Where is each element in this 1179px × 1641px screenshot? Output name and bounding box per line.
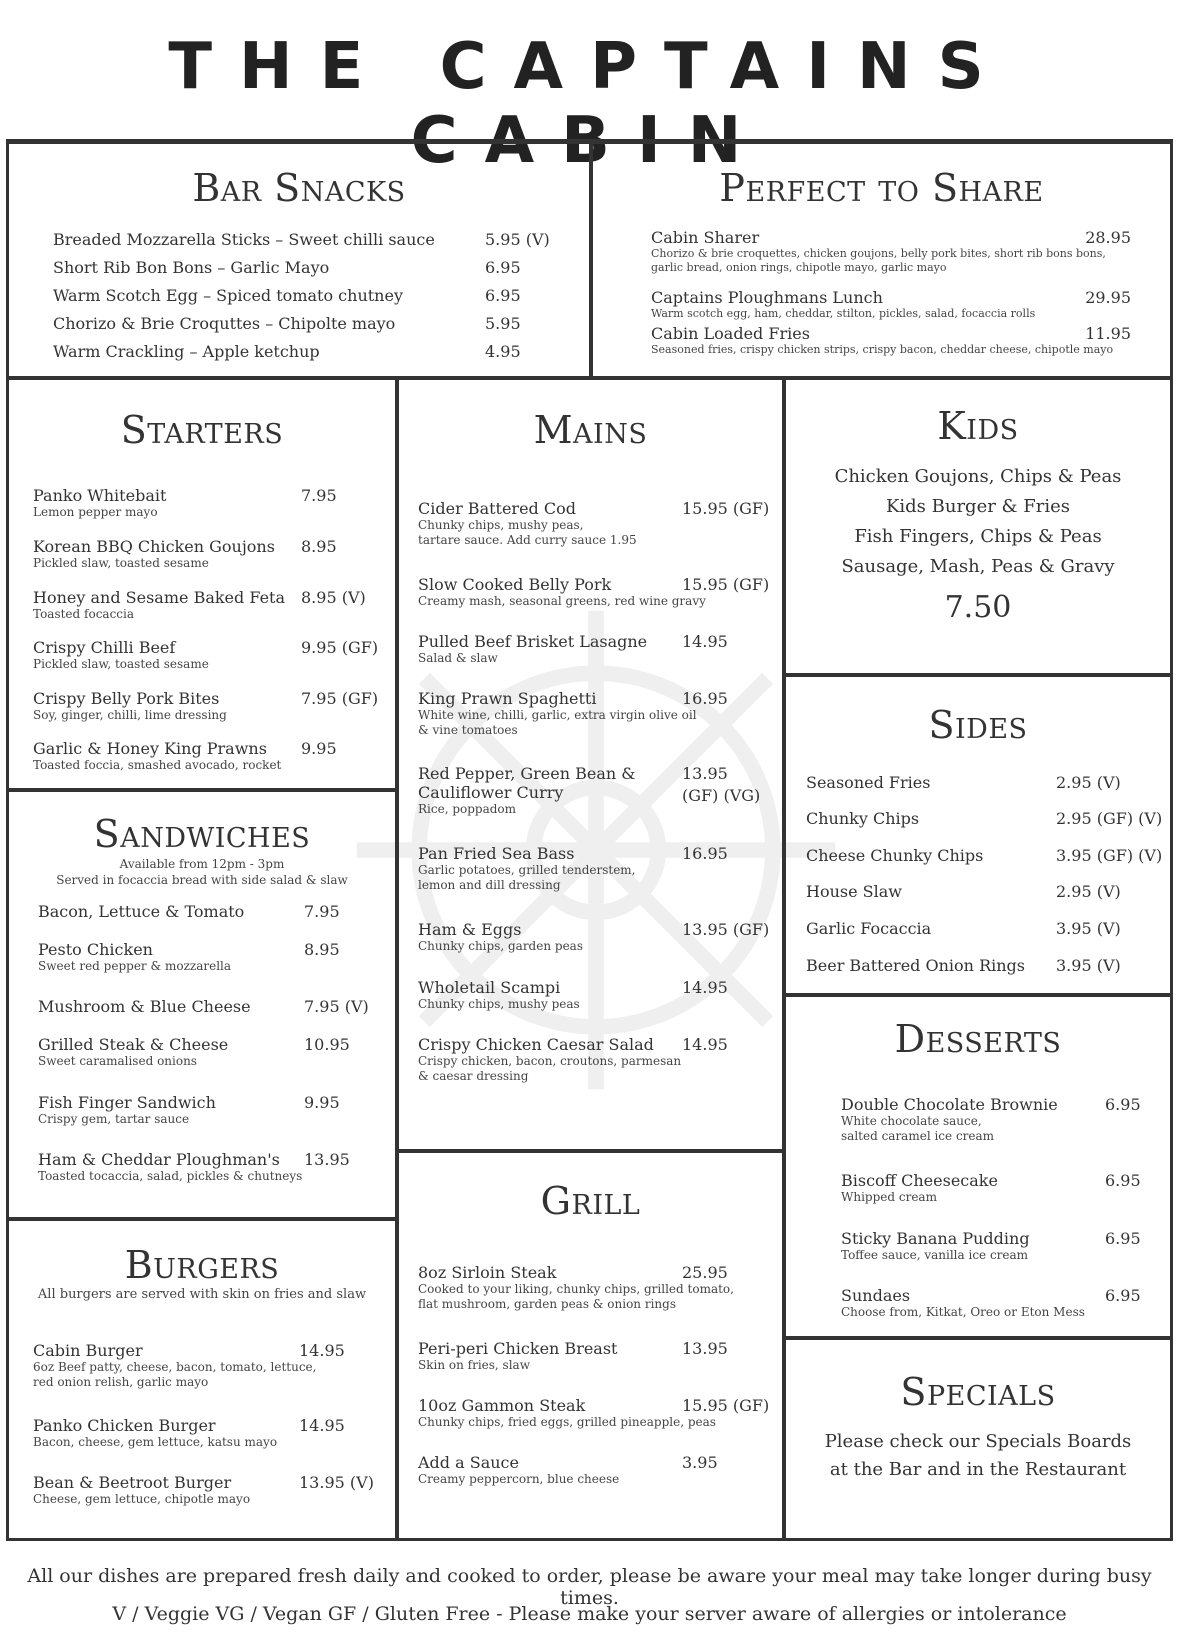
menu-item bbox=[53, 342, 533, 361]
item-description: 6oz Beef patty, cheese, bacon, tomato, lettuce, bbox=[33, 1360, 317, 1374]
item-description: Toasted tocaccia, salad, pickles & chutneys bbox=[38, 1169, 303, 1183]
kids-section bbox=[786, 380, 1170, 673]
item-price: 6.95 bbox=[1105, 1095, 1141, 1114]
section-title: Perfect to Share bbox=[719, 166, 1044, 210]
item-price: 13.95 (GF) bbox=[682, 920, 770, 939]
item-price: 4.95 bbox=[485, 342, 521, 361]
item-description: & vine tomatoes bbox=[418, 723, 518, 737]
specials-line: Please check our Specials Boards bbox=[824, 1431, 1132, 1452]
menu-item bbox=[651, 228, 1131, 275]
perfect-to-share-section bbox=[593, 144, 1170, 376]
item-name: Garlic & Honey King Prawns bbox=[33, 739, 267, 758]
item-name: Honey and Sesame Baked Feta bbox=[33, 588, 286, 607]
specials-line: at the Bar and in the Restaurant bbox=[829, 1459, 1127, 1480]
item-name: Sundaes bbox=[841, 1286, 911, 1305]
item-name: Panko Whitebait bbox=[33, 486, 167, 505]
item-description: Pickled slaw, toasted sesame bbox=[33, 657, 209, 671]
item-name: Crispy Chilli Beef bbox=[33, 638, 176, 657]
item-description: Chunky chips, mushy peas bbox=[418, 997, 580, 1011]
mains-section bbox=[399, 380, 782, 1149]
menu-item bbox=[33, 1416, 388, 1450]
menu-item bbox=[53, 230, 550, 249]
item-name: Panko Chicken Burger bbox=[33, 1416, 216, 1435]
section-title: Grill bbox=[540, 1179, 641, 1223]
menu-item bbox=[418, 1035, 773, 1084]
item-description: Chunky chips, fried eggs, grilled pineapple, peas bbox=[418, 1415, 716, 1429]
menu-item bbox=[841, 1286, 1161, 1320]
section-title: Mains bbox=[533, 408, 648, 452]
item-name: Breaded Mozzarella Sticks – Sweet chilli sauce bbox=[53, 230, 435, 249]
item-name: Bean & Beetroot Burger bbox=[33, 1473, 232, 1492]
item-price: 6.95 bbox=[1105, 1229, 1141, 1248]
item-name: Red Pepper, Green Bean & bbox=[418, 764, 636, 783]
item-price: 14.95 bbox=[682, 632, 728, 651]
menu-item bbox=[53, 258, 533, 277]
section-title: Sandwiches bbox=[93, 812, 311, 856]
menu-item bbox=[418, 920, 773, 954]
sides-section bbox=[786, 677, 1170, 993]
menu-page bbox=[6, 0, 1173, 1641]
burgers-serving-note: All burgers are served with skin on fries and slaw bbox=[37, 1287, 367, 1302]
item-price: 9.95 (GF) bbox=[301, 638, 379, 657]
item-name: Crispy Chicken Caesar Salad bbox=[418, 1035, 654, 1054]
menu-item bbox=[33, 739, 383, 773]
item-price: 14.95 bbox=[682, 1035, 728, 1054]
item-name: Pesto Chicken bbox=[38, 940, 153, 959]
item-name: Biscoff Cheesecake bbox=[841, 1171, 998, 1190]
item-description: Chunky chips, garden peas bbox=[418, 939, 583, 953]
item-price: 13.95 bbox=[682, 764, 728, 783]
menu-item bbox=[38, 997, 388, 1016]
menu-item bbox=[651, 288, 1131, 321]
item-price: 8.95 bbox=[301, 537, 337, 556]
item-name: Warm Crackling – Apple ketchup bbox=[53, 342, 320, 361]
item-price: 16.95 bbox=[682, 844, 728, 863]
item-name: King Prawn Spaghetti bbox=[418, 689, 597, 708]
restaurant-title: THE CAPTAINS bbox=[168, 30, 1011, 104]
item-price: 16.95 bbox=[682, 689, 728, 708]
item-price: 14.95 bbox=[299, 1416, 345, 1435]
item-description: tartare sauce. Add curry sauce 1.95 bbox=[418, 533, 637, 547]
menu-item bbox=[418, 1339, 773, 1373]
divider bbox=[6, 1538, 1173, 1541]
item-price: 5.95 bbox=[485, 314, 521, 333]
menu-item bbox=[418, 1263, 773, 1312]
item-description: Toasted foccia, smashed avocado, rocket bbox=[33, 758, 282, 772]
item-dietary: (GF) (VG) bbox=[682, 786, 761, 805]
section-title: Bar Snacks bbox=[192, 166, 406, 210]
menu-item bbox=[33, 1473, 388, 1507]
menu-item bbox=[806, 919, 1166, 938]
item-description: Lemon pepper mayo bbox=[33, 505, 158, 519]
item-price: 3.95 (V) bbox=[1056, 956, 1121, 975]
item-price: 8.95 bbox=[304, 940, 340, 959]
item-name: Crispy Belly Pork Bites bbox=[33, 689, 220, 708]
kids-item: Sausage, Mash, Peas & Gravy bbox=[841, 556, 1115, 577]
item-name: Cabin Burger bbox=[33, 1341, 143, 1360]
item-price: 7.95 bbox=[304, 902, 340, 921]
item-price: 6.95 bbox=[1105, 1286, 1141, 1305]
item-description: Sweet caramalised onions bbox=[38, 1054, 197, 1068]
item-price: 15.95 (GF) bbox=[682, 499, 770, 518]
item-price: 25.95 bbox=[682, 1263, 728, 1282]
menu-item bbox=[806, 846, 1166, 865]
specials-note bbox=[786, 1428, 1170, 1484]
item-description: Choose from, Kitkat, Oreo or Eton Mess bbox=[841, 1305, 1085, 1319]
item-name: Korean BBQ Chicken Goujons bbox=[33, 537, 275, 556]
item-description: Chunky chips, mushy peas, bbox=[418, 518, 584, 532]
item-price: 8.95 (V) bbox=[301, 588, 366, 607]
menu-item bbox=[806, 882, 1166, 901]
menu-item bbox=[38, 1150, 388, 1184]
menu-item bbox=[806, 956, 1166, 975]
item-name: Sticky Banana Pudding bbox=[841, 1229, 1030, 1248]
item-price: 13.95 bbox=[304, 1150, 350, 1169]
item-description: White wine, chilli, garlic, extra virgin olive oil bbox=[418, 708, 697, 722]
item-description: red onion relish, garlic mayo bbox=[33, 1375, 209, 1389]
item-price: 9.95 bbox=[304, 1093, 340, 1112]
menu-item bbox=[418, 1453, 773, 1487]
item-description: Toasted focaccia bbox=[33, 607, 135, 621]
item-price: 28.95 bbox=[1085, 228, 1131, 247]
menu-item bbox=[38, 940, 388, 974]
item-price: 7.95 (V) bbox=[304, 997, 369, 1016]
menu-item bbox=[418, 764, 773, 817]
item-description: Pickled slaw, toasted sesame bbox=[33, 556, 209, 570]
item-price: 3.95 (V) bbox=[1056, 919, 1121, 938]
starters-section bbox=[9, 380, 395, 788]
sandwiches-serving-note: Served in focaccia bread with side salad & slaw bbox=[56, 873, 348, 887]
item-price: 13.95 bbox=[682, 1339, 728, 1358]
item-name: Cheese Chunky Chips bbox=[806, 846, 984, 865]
menu-item bbox=[33, 486, 383, 520]
item-name: Pulled Beef Brisket Lasagne bbox=[418, 632, 648, 651]
item-price: 15.95 (GF) bbox=[682, 575, 770, 594]
item-name: Bacon, Lettuce & Tomato bbox=[38, 902, 245, 921]
item-name: House Slaw bbox=[806, 882, 902, 901]
item-name: Wholetail Scampi bbox=[418, 978, 561, 997]
section-title: Burgers bbox=[124, 1243, 280, 1287]
item-name: Ham & Eggs bbox=[418, 920, 522, 939]
menu-item bbox=[33, 1341, 388, 1390]
item-description: lemon and dill dressing bbox=[418, 878, 561, 892]
item-description: Warm scotch egg, ham, cheddar, stilton, pickles, salad, focaccia rolls bbox=[651, 307, 1036, 320]
item-price: 6.95 bbox=[1105, 1171, 1141, 1190]
sandwiches-availability-note: Available from 12pm - 3pm bbox=[119, 857, 285, 871]
menu-item bbox=[806, 809, 1166, 828]
bar-snacks-section bbox=[9, 144, 589, 376]
item-description: White chocolate sauce, bbox=[841, 1114, 982, 1128]
item-price: 2.95 (GF) (V) bbox=[1056, 809, 1163, 828]
item-price: 2.95 (V) bbox=[1056, 773, 1121, 792]
item-name: Beer Battered Onion Rings bbox=[806, 956, 1025, 975]
item-price: 6.95 bbox=[485, 258, 521, 277]
item-description: Chorizo & brie croquettes, chicken goujons, belly pork bites, short rib bons bons, bbox=[651, 247, 1106, 260]
item-description: Soy, ginger, chilli, lime dressing bbox=[33, 708, 227, 722]
item-description: Garlic potatoes, grilled tenderstem, bbox=[418, 863, 636, 877]
item-price: 9.95 bbox=[301, 739, 337, 758]
footer-dietary-key: V / Veggie VG / Vegan GF / Gluten Free - Please make your server aware of allergies or intolerance bbox=[112, 1603, 1067, 1625]
item-name: Ham & Cheddar Ploughman's bbox=[38, 1150, 280, 1169]
item-name: Add a Sauce bbox=[418, 1453, 519, 1472]
item-name: Slow Cooked Belly Pork bbox=[418, 575, 612, 594]
item-price: 11.95 bbox=[1085, 324, 1131, 343]
item-name: Short Rib Bon Bons – Garlic Mayo bbox=[53, 258, 330, 277]
menu-item bbox=[33, 689, 383, 723]
desserts-section bbox=[786, 997, 1170, 1336]
section-title: Sides bbox=[928, 703, 1028, 747]
item-price: 3.95 (GF) (V) bbox=[1056, 846, 1163, 865]
burgers-section bbox=[9, 1221, 395, 1538]
item-name: Peri-peri Chicken Breast bbox=[418, 1339, 618, 1358]
item-price: 10.95 bbox=[304, 1035, 350, 1054]
menu-item bbox=[841, 1171, 1161, 1205]
item-name: 10oz Gammon Steak bbox=[418, 1396, 586, 1415]
menu-item bbox=[418, 632, 773, 666]
menu-item bbox=[841, 1229, 1161, 1263]
menu-item bbox=[418, 1396, 773, 1430]
item-description: Rice, poppadom bbox=[418, 802, 517, 816]
item-description: Crispy gem, tartar sauce bbox=[38, 1112, 190, 1126]
menu-item bbox=[418, 499, 773, 548]
kids-item: Kids Burger & Fries bbox=[885, 496, 1071, 517]
item-name: Seasoned Fries bbox=[806, 773, 931, 792]
item-name: Warm Scotch Egg – Spiced tomato chutney bbox=[53, 286, 403, 305]
item-description: & caesar dressing bbox=[418, 1069, 529, 1083]
item-name: Cabin Loaded Fries bbox=[651, 324, 810, 343]
item-name: 8oz Sirloin Steak bbox=[418, 1263, 557, 1282]
item-description: Cooked to your liking, chunky chips, grilled tomato, bbox=[418, 1282, 734, 1296]
menu-item bbox=[418, 978, 773, 1012]
item-description: Creamy peppercorn, blue cheese bbox=[418, 1472, 620, 1486]
item-name: Chorizo & Brie Croquttes – Chipolte mayo bbox=[53, 314, 396, 333]
item-name: Fish Finger Sandwich bbox=[38, 1093, 216, 1112]
item-description: Bacon, cheese, gem lettuce, katsu mayo bbox=[33, 1435, 278, 1449]
item-name: Pan Fried Sea Bass bbox=[418, 844, 575, 863]
menu-item bbox=[33, 537, 383, 571]
footer-freshness-note: All our dishes are prepared fresh daily and cooked to order, please be aware your meal may take longer during busy times. bbox=[27, 1565, 1152, 1609]
item-description: Sweet red pepper & mozzarella bbox=[38, 959, 232, 973]
item-description: Seasoned fries, crispy chicken strips, crispy bacon, cheddar cheese, chipotle mayo bbox=[651, 343, 1114, 356]
item-name: Mushroom & Blue Cheese bbox=[38, 997, 251, 1016]
menu-item bbox=[418, 689, 773, 738]
menu-item bbox=[418, 575, 773, 609]
section-title: Kids bbox=[937, 404, 1019, 448]
item-price: 6.95 bbox=[485, 286, 521, 305]
sandwiches-section bbox=[9, 792, 395, 1217]
menu-item bbox=[53, 286, 533, 305]
item-description: Skin on fries, slaw bbox=[418, 1358, 530, 1372]
item-price: 3.95 bbox=[682, 1453, 718, 1472]
kids-item: Fish Fingers, Chips & Peas bbox=[854, 526, 1102, 547]
specials-section bbox=[786, 1340, 1170, 1538]
item-price: 5.95 (V) bbox=[485, 230, 550, 249]
item-name: Cabin Sharer bbox=[651, 228, 760, 247]
kids-item: Chicken Goujons, Chips & Peas bbox=[834, 466, 1122, 487]
menu-item bbox=[651, 324, 1131, 357]
item-price: 7.95 bbox=[301, 486, 337, 505]
menu-item bbox=[806, 773, 1166, 792]
section-title: Starters bbox=[120, 408, 284, 452]
section-title: Specials bbox=[900, 1370, 1056, 1414]
item-name: Cider Battered Cod bbox=[418, 499, 576, 518]
kids-price: 7.50 bbox=[944, 590, 1012, 625]
item-price: 14.95 bbox=[299, 1341, 345, 1360]
item-description: Whipped cream bbox=[841, 1190, 937, 1204]
menu-item bbox=[33, 588, 383, 622]
menu-item bbox=[38, 1093, 388, 1127]
item-price: 14.95 bbox=[682, 978, 728, 997]
item-name: Garlic Focaccia bbox=[806, 919, 932, 938]
item-description: Crispy chicken, bacon, croutons, parmesan bbox=[418, 1054, 682, 1068]
section-title: Desserts bbox=[894, 1017, 1062, 1061]
item-description: flat mushroom, garden peas & onion rings bbox=[418, 1297, 676, 1311]
item-description: Creamy mash, seasonal greens, red wine gravy bbox=[418, 594, 706, 608]
item-name: Chunky Chips bbox=[806, 809, 920, 828]
item-price: 29.95 bbox=[1085, 288, 1131, 307]
item-price: 15.95 (GF) bbox=[682, 1396, 770, 1415]
grill-section bbox=[399, 1153, 782, 1538]
menu-item bbox=[33, 638, 383, 672]
item-description: Toffee sauce, vanilla ice cream bbox=[841, 1248, 1029, 1262]
item-price: 2.95 (V) bbox=[1056, 882, 1121, 901]
menu-item bbox=[418, 844, 773, 893]
kids-list bbox=[786, 462, 1170, 625]
menu-item bbox=[53, 314, 533, 333]
item-price: 7.95 (GF) bbox=[301, 689, 379, 708]
item-description: salted caramel ice cream bbox=[841, 1129, 995, 1143]
divider bbox=[1170, 139, 1173, 1541]
item-name: Cauliflower Curry bbox=[418, 783, 564, 802]
item-price: 13.95 (V) bbox=[299, 1473, 374, 1492]
item-name: Double Chocolate Brownie bbox=[841, 1095, 1058, 1114]
item-description: garlic bread, onion rings, chipotle mayo, garlic mayo bbox=[651, 261, 947, 274]
menu-item bbox=[38, 902, 388, 921]
menu-item bbox=[841, 1095, 1161, 1144]
item-name: Captains Ploughmans Lunch bbox=[651, 288, 883, 307]
item-description: Cheese, gem lettuce, chipotle mayo bbox=[33, 1492, 251, 1506]
item-name: Grilled Steak & Cheese bbox=[38, 1035, 229, 1054]
item-description: Salad & slaw bbox=[418, 651, 498, 665]
menu-item bbox=[38, 1035, 388, 1069]
